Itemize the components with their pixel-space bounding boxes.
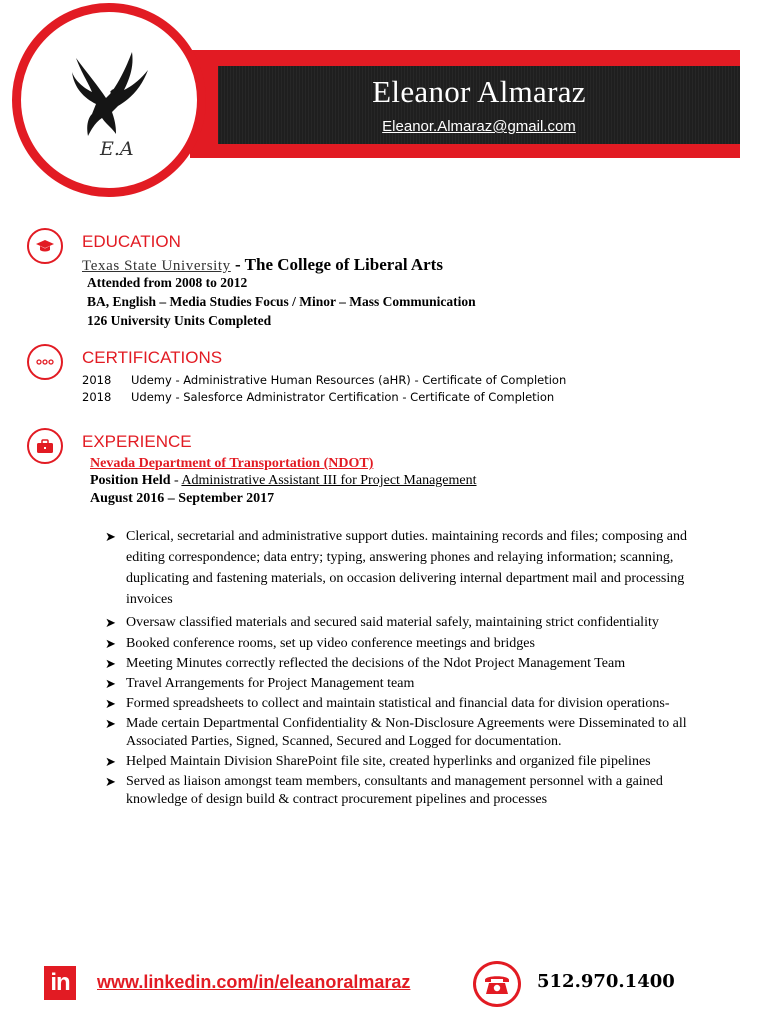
graduation-cap-icon — [27, 228, 63, 264]
arrow-bullet-icon: ➤ — [105, 615, 116, 630]
arrow-bullet-icon: ➤ — [105, 696, 116, 711]
certification-year: 2018 — [82, 373, 112, 387]
certifications-title: CERTIFICATIONS — [82, 348, 223, 367]
education-school-line — [82, 255, 443, 275]
arrow-bullet-icon: ➤ — [105, 529, 116, 544]
duty-text: Oversaw classified materials and secured said material safely, maintaining strict confidentiality — [126, 615, 659, 630]
email-link[interactable]: Eleanor.Almaraz@gmail.com — [382, 118, 576, 135]
certification-text: Udemy - Administrative Human Resources (aHR) - Certificate of Completion — [131, 373, 567, 387]
position-label: Position Held — [90, 473, 171, 488]
arrow-bullet-icon: ➤ — [105, 636, 116, 651]
certification-year: 2018 — [82, 390, 112, 404]
university-name: Texas State University — [82, 258, 231, 274]
education-title: EDUCATION — [82, 232, 181, 251]
arrow-bullet-icon: ➤ — [105, 774, 116, 789]
list-item — [105, 655, 705, 673]
list-item — [105, 526, 705, 610]
arrow-bullet-icon: ➤ — [105, 676, 116, 691]
certification-item — [82, 390, 554, 404]
duty-text: Helped Maintain Division SharePoint file site, created hyperlinks and organized file pipelines — [126, 754, 651, 769]
phone-number[interactable]: 512.970.1400 — [537, 971, 675, 992]
list-item — [105, 695, 705, 713]
list-item — [105, 715, 705, 751]
education-units: 126 University Units Completed — [87, 313, 272, 328]
certification-text: Udemy - Salesforce Administrator Certification - Certificate of Completion — [131, 390, 555, 404]
list-item — [105, 675, 705, 693]
education-attended: Attended from 2008 to 2012 — [87, 275, 248, 290]
duty-text: Booked conference rooms, set up video conference meetings and bridges — [126, 636, 535, 651]
experience-title: EXPERIENCE — [82, 432, 192, 451]
duty-text: Served as liaison amongst team members, consultants and management personnel with a gained knowledge of design build & contract procurement pipelines and processes — [126, 774, 663, 807]
list-item — [105, 773, 705, 809]
dots-icon — [27, 344, 63, 380]
education-degree: BA, English – Media Studies Focus / Minor – Mass Communication — [87, 294, 476, 309]
college-name: - The College of Liberal Arts — [230, 255, 443, 274]
duty-text: Formed spreadsheets to collect and maintain statistical and financial data for division operations- — [126, 696, 670, 711]
position-title: Administrative Assistant III for Project Management — [181, 473, 477, 488]
certification-item — [82, 373, 566, 387]
candidate-name: Eleanor Almaraz — [372, 74, 586, 109]
briefcase-icon — [27, 428, 63, 464]
list-item — [105, 612, 705, 633]
linkedin-link[interactable]: www.linkedin.com/in/eleanoralmaraz — [97, 972, 411, 992]
logo-initials: E.A — [100, 138, 134, 160]
duties-list — [105, 526, 705, 811]
position-line — [90, 473, 477, 489]
duty-text: Clerical, secretarial and administrative support duties. maintaining records and files; composing and editing correspondence; data entry; typing, answering phones and relaying information; scanning, duplicating and fastening materials, on occasion delivering internal department mail and processing invoices — [126, 529, 688, 607]
arrow-bullet-icon: ➤ — [105, 716, 116, 731]
list-item — [105, 635, 705, 653]
organization-name: Nevada Department of Transportation (NDOT) — [90, 456, 374, 471]
telephone-icon — [473, 961, 521, 1007]
position-separator: - — [170, 473, 182, 488]
duty-text: Travel Arrangements for Project Management team — [126, 676, 415, 691]
duty-text: Made certain Departmental Confidentiality & Non-Disclosure Agreements were Disseminated to all Associated Parties, Signed, Scanned, Secured and Logged for documentation. — [126, 716, 687, 749]
arrow-bullet-icon: ➤ — [105, 754, 116, 769]
duty-text: Meeting Minutes correctly reflected the decisions of the Ndot Project Management Team — [126, 656, 626, 671]
arrow-bullet-icon: ➤ — [105, 656, 116, 671]
linkedin-icon[interactable]: in — [44, 966, 76, 1000]
employment-dates: August 2016 – September 2017 — [90, 491, 275, 506]
list-item — [105, 753, 705, 771]
raven-icon — [58, 48, 154, 140]
